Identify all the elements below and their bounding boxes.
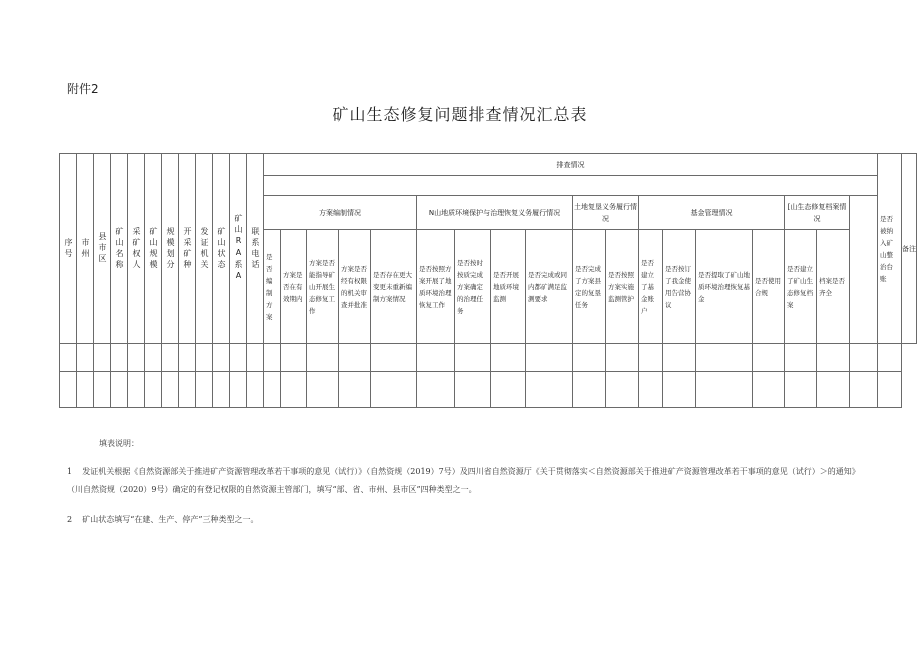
- subheader-cell: 档案是否齐全: [817, 230, 850, 344]
- subheader-cell: 是否建立了基金账户: [639, 230, 663, 344]
- subheader-cell: 方案是否在有效期内: [281, 230, 307, 344]
- note-item: [67, 511, 867, 529]
- note-text: 矿山状态填写“在建、生产、停产”三种类型之一。: [82, 515, 259, 524]
- subheader-cell: 是否按照方案实施监测管护: [606, 230, 639, 344]
- header-phone: 联系电话: [247, 154, 264, 344]
- attachment-label: 附件2: [67, 82, 99, 96]
- subheader-cell: 是否完成了方案县定的复垦任务: [573, 230, 606, 344]
- subheader-cell: 是否按时按质完成方案确定的治理任务: [455, 230, 491, 344]
- note-text: 发证机关根据《自然资源部关于推进矿产资源管理改革若干事项的意见（试行）》（自然资规（2019）7号）及四川省自然资源厅《关于贯彻落实＜自然资源部关于推进矿产资源管理改革若干事项的意见（试行）＞的通知》（川自然资规（2020）9号）确定的有登记权限的自然资源主管部门，填写“部、省、市州、县市区”四种类型之一。: [67, 467, 860, 494]
- subheader-cell: 方案是否经有权限的机关审查并批准: [339, 230, 371, 344]
- header-mine-status: 矿山状态: [213, 154, 230, 344]
- table-row: [60, 372, 917, 408]
- group-protect: N山地质环境保护与治理恢复义务履行情况: [417, 196, 573, 230]
- header-mine-name: 矿山名称: [111, 154, 128, 344]
- header-rectification-ledger: 是否被纳入矿山整治台账: [878, 154, 902, 344]
- group-archive: [山生态修复档案情况: [785, 196, 850, 230]
- header-serial: 序号: [60, 154, 77, 344]
- note-number: 2: [67, 515, 73, 524]
- header-blank-row: [264, 176, 878, 196]
- notes-heading: 填表说明：: [99, 439, 139, 448]
- header-remark: 备注: [902, 154, 917, 344]
- note-item: [67, 463, 867, 499]
- subheader-cell: 是否存在更大变更未重新编制方案情况: [371, 230, 417, 344]
- group-plan: 方案编制情况: [264, 196, 417, 230]
- header-mine-scale: 矿山规模: [145, 154, 162, 344]
- header-issuing-authority: 发证机关: [196, 154, 213, 344]
- summary-table: [59, 153, 917, 408]
- header-county: 县市区: [94, 154, 111, 344]
- header-investigation: 排查情况: [264, 154, 878, 176]
- header-mine-ra: 矿山RA系A: [230, 154, 247, 344]
- subheader-cell: 是否编制方案: [264, 230, 281, 344]
- subheader-cell: 是否完成或同内都矿满足监测要求: [526, 230, 573, 344]
- fill-instructions: [67, 438, 867, 541]
- page-title: 矿山生态修复问题排查情况汇总表: [332, 105, 588, 124]
- group-fund: 基金管理情况: [639, 196, 785, 230]
- header-licensee: 采矿权人: [128, 154, 145, 344]
- table-row: [60, 344, 917, 372]
- subheader-cell: 是否按照方案开展了地质环境治理恢复工作: [417, 230, 455, 344]
- subheader-cell: 方案是否能指导矿山开展生态修复工作: [307, 230, 339, 344]
- subheader-cell: 是否开展地质环境监测: [491, 230, 526, 344]
- header-city: 市州: [77, 154, 94, 344]
- header-scale-class: 规模划分: [162, 154, 179, 344]
- subheader-cell: 是否按订了我金使用告营协议: [663, 230, 696, 344]
- note-number: 1: [67, 467, 73, 476]
- group-land: 土地复垦义务履行情况: [573, 196, 639, 230]
- subheader-cell: 是否提取了矿山地质环境治理恢复基金: [696, 230, 753, 344]
- subheader-cell: 是否建立了矿山生态修复档案: [785, 230, 817, 344]
- subheader-cell: 是否使用合规: [753, 230, 785, 344]
- header-mineral: 开采矿种: [179, 154, 196, 344]
